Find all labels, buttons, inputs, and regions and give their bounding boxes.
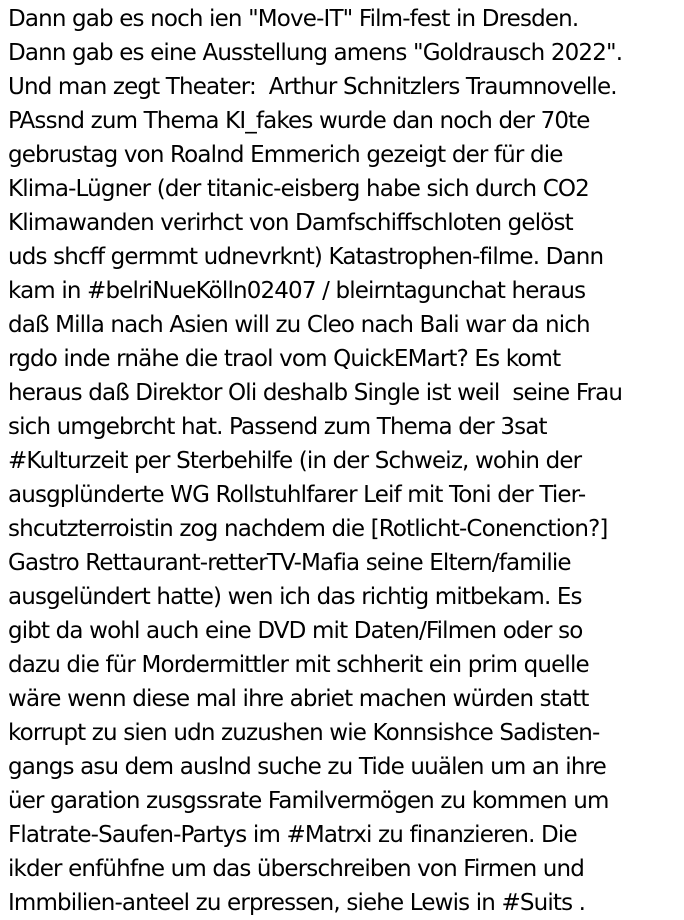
text-line: Dann gab es eine Ausstellung amens "Goldrausch 2022". — [8, 40, 623, 66]
text-line: Und man zegt Theater: Arthur Schnitzlers Traumnovelle. — [8, 74, 617, 100]
text-line: üer garation zusgssrate Familvermögen zu kommen um — [8, 788, 609, 814]
text-line: #Kulturzeit per Sterbehilfe (in der Schweiz, wohin der — [8, 448, 582, 474]
text-line: rgdo inde rnähe die traol vom QuickEMart? Es komt — [8, 346, 561, 372]
text-line: ausgplünderte WG Rollstuhlfarer Leif mit Toni der Tier- — [8, 482, 586, 508]
text-line: PAssnd zum Thema KI_fakes wurde dan noch der 70te — [8, 108, 590, 134]
text-line: kam in #belriNueKölln02407 / bleirntagunchat heraus — [8, 278, 586, 304]
text-line: gangs asu dem auslnd suche zu Tide uuälen um an ihre — [8, 754, 606, 780]
text-line: uds shcff germmt udnevrknt) Katastrophen-filme. Dann — [8, 244, 604, 270]
text-line: wäre wenn diese mal ihre abriet machen würden statt — [8, 686, 589, 712]
text-line: ausgelündert hatte) wen ich das richtig mitbekam. Es — [8, 584, 582, 610]
text-line: Gastro Rettaurant-retterTV-Mafia seine Eltern/familie — [8, 550, 571, 576]
text-line: gebrustag von Roalnd Emmerich gezeigt der für die — [8, 142, 563, 168]
text-line: gibt da wohl auch eine DVD mit Daten/Filmen oder so — [8, 618, 583, 644]
text-line: heraus daß Direktor Oli deshalb Single ist weil seine Frau — [8, 380, 623, 406]
text-line: daß Milla nach Asien will zu Cleo nach Bali war da nich — [8, 312, 590, 338]
text-line: dazu die für Mordermittler mit schherit ein prim quelle — [8, 652, 589, 678]
text-line: shcutzterroistin zog nachdem die [Rotlicht-Conenction?] — [8, 516, 608, 542]
text-line: sich umgebrcht hat. Passend zum Thema der 3sat — [8, 414, 547, 440]
text-line: korrupt zu sien udn zuzushen wie Konnsishce Sadisten- — [8, 720, 600, 746]
text-line: Flatrate-Saufen-Partys im #Matrxi zu finanzieren. Die — [8, 822, 577, 848]
text-line: Immbilien-anteel zu erpressen, siehe Lewis in #Suits . — [8, 890, 586, 916]
text-line: Klimawanden verirhct von Damfschiffschloten gelöst — [8, 210, 573, 236]
document-text-block — [8, 2, 622, 920]
text-line: Dann gab es noch ien "Move-IT" Film-fest in Dresden. — [8, 6, 579, 32]
text-line: ikder enfühfne um das überschreiben von Firmen und — [8, 856, 585, 882]
text-line: Klima-Lügner (der titanic-eisberg habe sich durch CO2 — [8, 176, 589, 202]
